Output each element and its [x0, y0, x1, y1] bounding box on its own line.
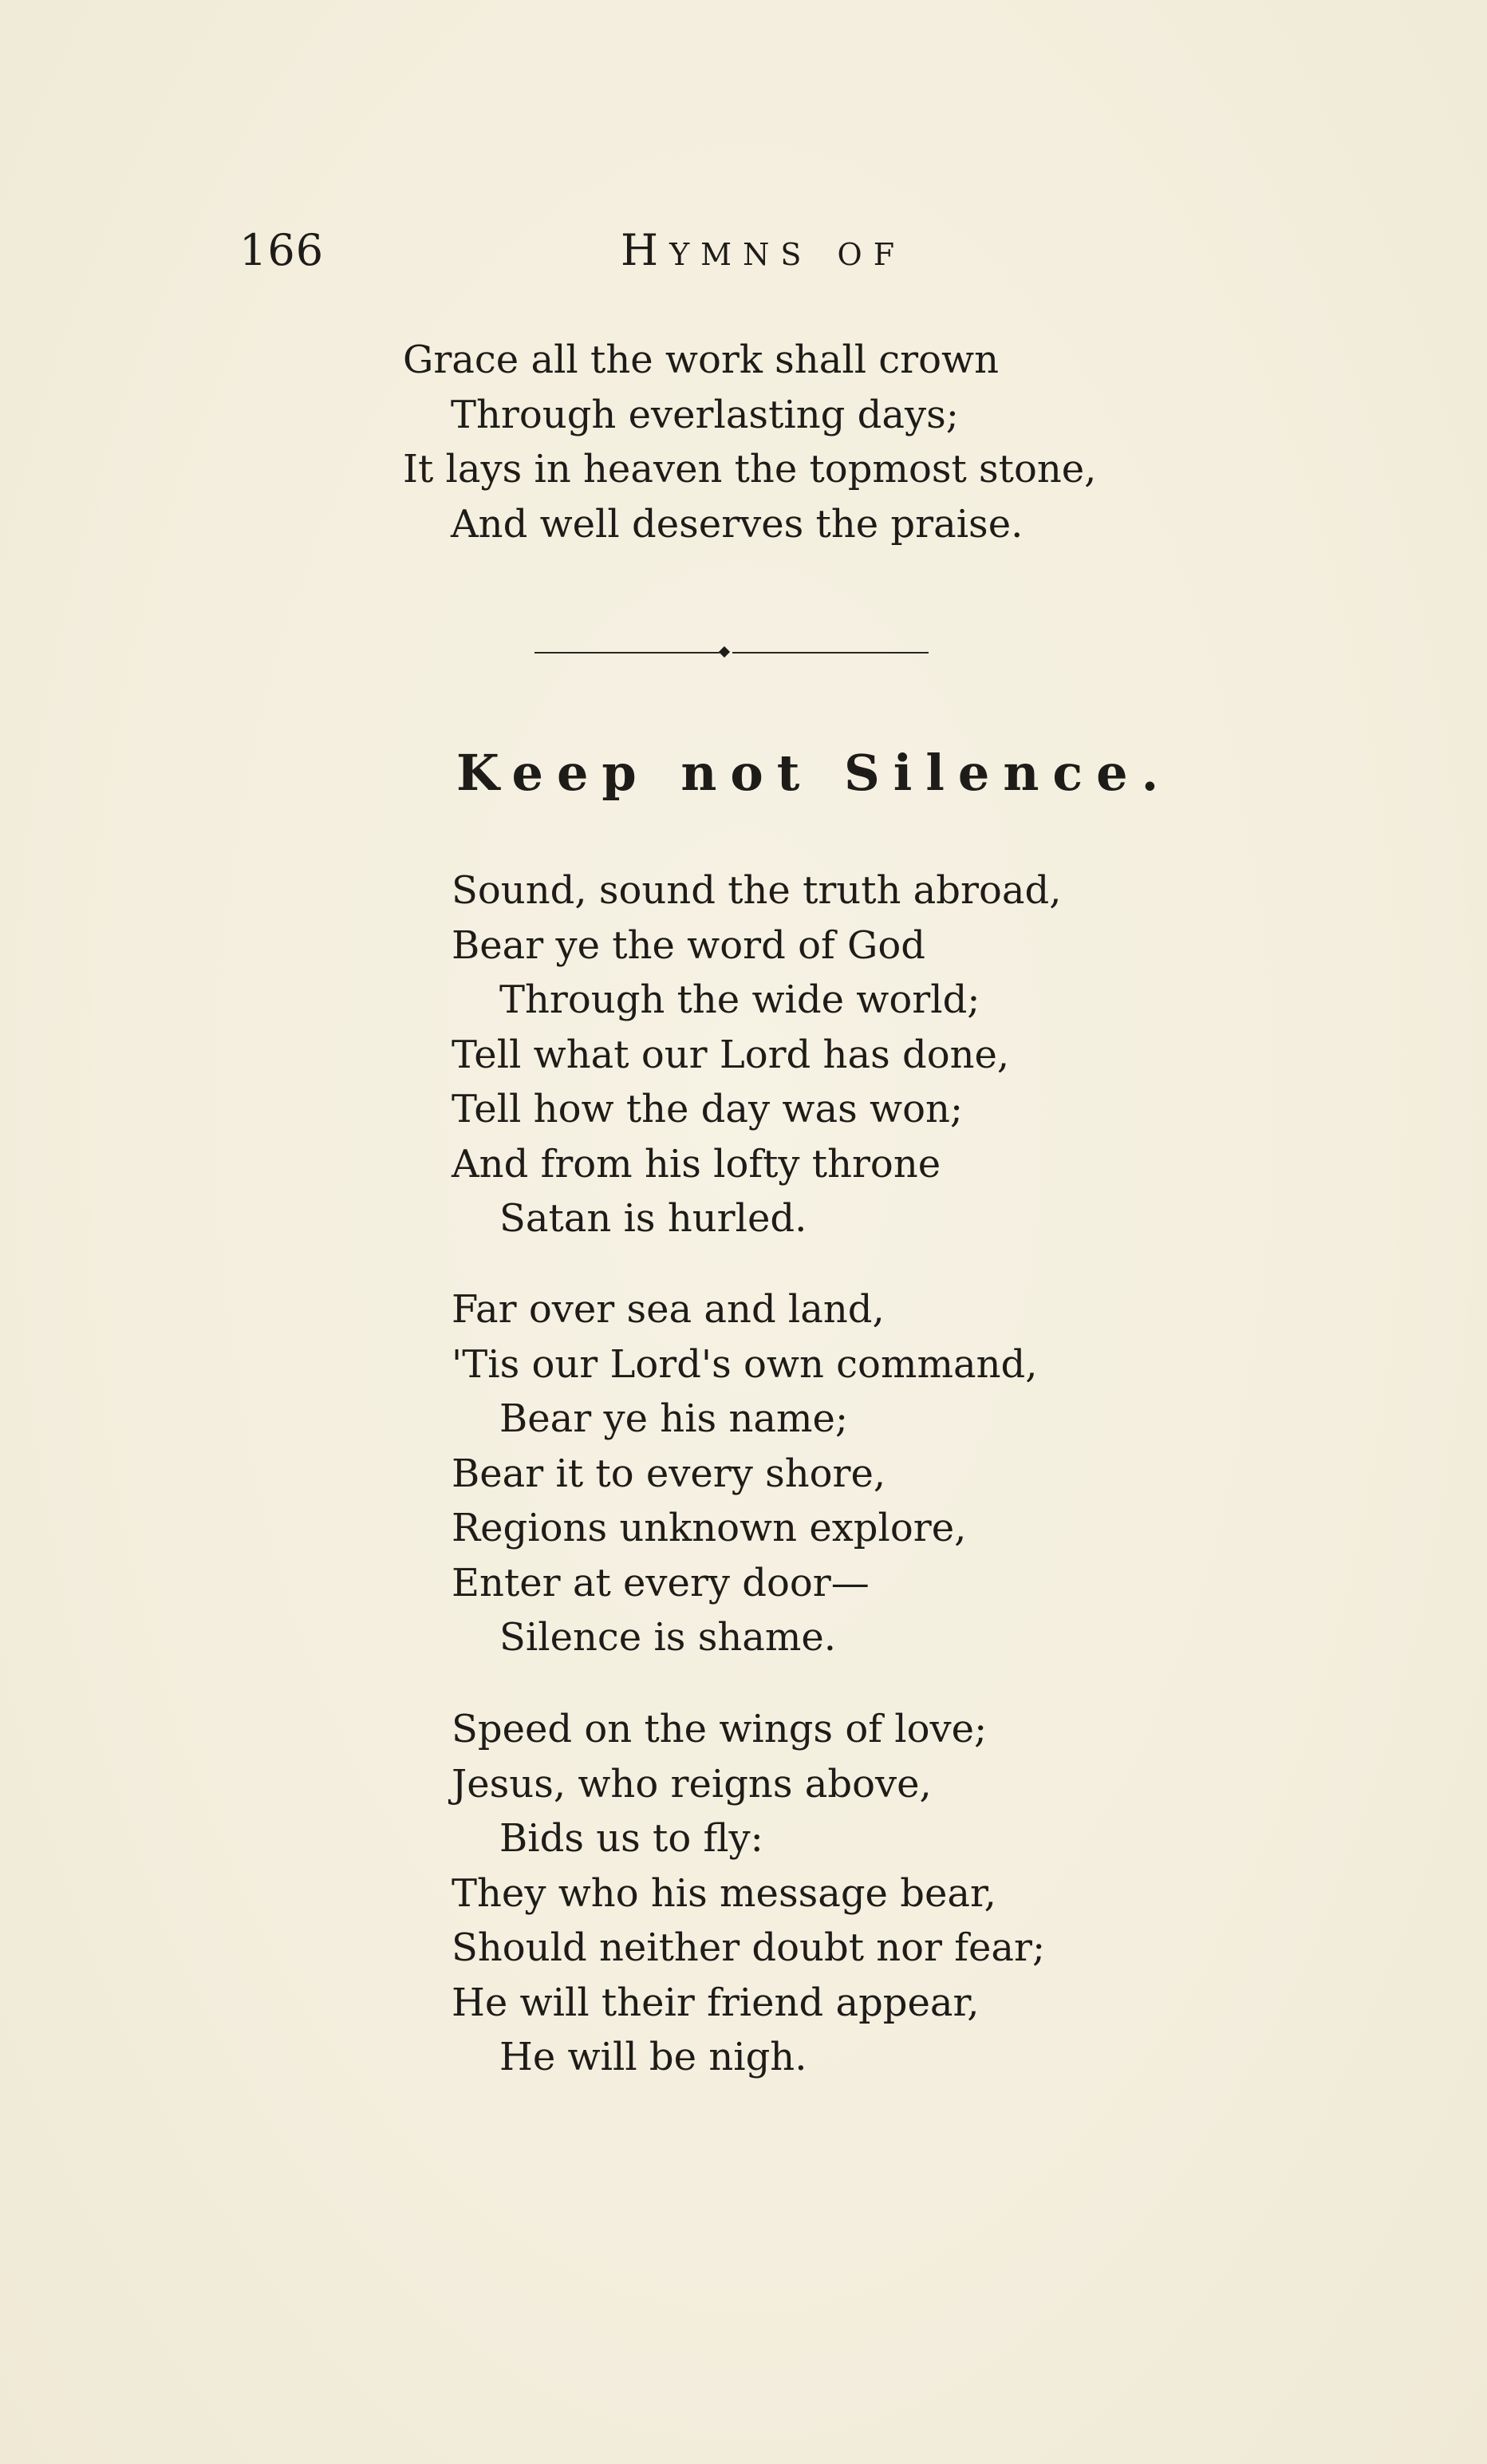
- verse-line: And from his lofty throne: [452, 1141, 941, 1187]
- verse-line: Bear ye the word of God: [452, 922, 925, 968]
- section-divider: [534, 646, 929, 659]
- stanza-2: [452, 1282, 1037, 1665]
- stanza-3: [452, 1702, 1045, 2085]
- verse-line: Regions unknown explore,: [452, 1506, 967, 1550]
- verse-line: Grace all the work shall crown: [403, 338, 1000, 382]
- verse-line: Satan is hurled.: [499, 1196, 807, 1241]
- running-head: [239, 225, 989, 281]
- verse-line: Silence is shame.: [499, 1615, 837, 1660]
- previous-hymn-closing-stanza: [403, 333, 1096, 551]
- divider-rule-left: [534, 652, 720, 654]
- verse-line: Through the wide world;: [499, 977, 980, 1022]
- verse-line: Through everlasting days;: [451, 392, 959, 437]
- verse-line: Enter at every door—: [452, 1560, 870, 1605]
- diamond-ornament-icon: [719, 646, 730, 657]
- verse-line: Speed on the wings of love;: [452, 1707, 988, 1751]
- verse-line: Far over sea and land,: [452, 1287, 885, 1332]
- verse-line: Tell what our Lord has done,: [452, 1032, 1010, 1077]
- divider-rule-right: [732, 652, 929, 654]
- verse-line: Sound, sound the truth abroad,: [452, 868, 1062, 913]
- verse-line: Jesus, who reigns above,: [452, 1761, 932, 1807]
- verse-line: Bear ye his name;: [499, 1396, 849, 1441]
- stanza-1: [452, 863, 1061, 1246]
- hymn-title: Keep not Silence.: [456, 744, 1173, 802]
- verse-line: It lays in heaven the topmost stone,: [403, 447, 1097, 492]
- verse-line: Bear it to every shore,: [452, 1451, 886, 1496]
- verse-line: Tell how the day was won;: [452, 1087, 964, 1131]
- verse-line: They who his message bear,: [452, 1870, 996, 1916]
- verse-line: He will their friend appear,: [452, 1980, 980, 2025]
- page-number: 166: [239, 225, 325, 275]
- verse-line: Bids us to fly:: [499, 1816, 763, 1861]
- running-head-title: Hymns of: [621, 225, 906, 275]
- verse-line: 'Tis our Lord's own command,: [452, 1341, 1038, 1387]
- verse-line: He will be nigh.: [499, 2035, 807, 2079]
- verse-line: Should neither doubt nor fear;: [452, 1925, 1046, 1970]
- verse-line: And well deserves the praise.: [451, 501, 1024, 547]
